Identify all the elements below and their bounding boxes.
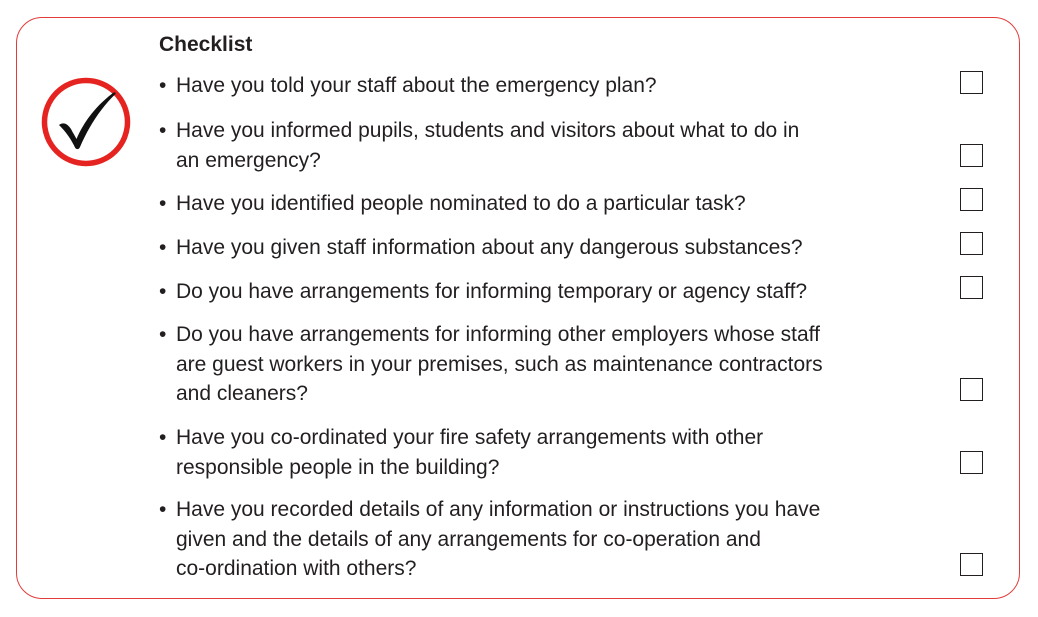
- checklist-item: [159, 277, 919, 307]
- checklist-item-text: Have you identified people nominated to do a particular task?: [176, 192, 746, 215]
- checklist-checkbox-2[interactable]: [960, 144, 983, 167]
- checkmark-circle-icon: [40, 76, 132, 168]
- bullet-marker: •: [159, 74, 167, 97]
- checklist-item: [159, 233, 919, 263]
- checklist-title: Checklist: [159, 33, 253, 56]
- checklist-item-text: Do you have arrangements for informing temporary or agency staff?: [176, 280, 808, 303]
- checklist-checkbox-5[interactable]: [960, 276, 983, 299]
- bullet-marker: •: [159, 280, 167, 303]
- checklist-checkbox-4[interactable]: [960, 232, 983, 255]
- checklist-item-text: Have you given staff information about any dangerous substances?: [176, 236, 803, 259]
- bullet-marker: •: [159, 119, 167, 142]
- checklist-item: [159, 71, 919, 101]
- checklist-item-text: Do you have arrangements for informing other employers whose staff are guest workers in your premises, such as maintenance contractors and cleaners?: [176, 323, 823, 405]
- bullet-marker: •: [159, 236, 167, 259]
- checklist-item-text: Have you told your staff about the emergency plan?: [176, 74, 657, 97]
- checklist-item: [159, 495, 919, 584]
- checklist-checkbox-7[interactable]: [960, 451, 983, 474]
- checklist-item: [159, 423, 919, 482]
- bullet-marker: •: [159, 498, 167, 521]
- checklist-checkbox-8[interactable]: [960, 553, 983, 576]
- checklist-item-text: Have you co-ordinated your fire safety arrangements with other responsible people in the building?: [176, 426, 764, 479]
- checklist-item: [159, 320, 919, 409]
- bullet-marker: •: [159, 192, 167, 215]
- bullet-marker: •: [159, 323, 167, 346]
- checklist-checkbox-1[interactable]: [960, 71, 983, 94]
- bullet-marker: •: [159, 426, 167, 449]
- checklist-item-text: Have you recorded details of any information or instructions you have given and the details of any arrangements for co-operation and co-ordination with others?: [176, 498, 821, 580]
- checklist-checkbox-6[interactable]: [960, 378, 983, 401]
- checklist-item-text: Have you informed pupils, students and visitors about what to do in an emergency?: [176, 119, 800, 172]
- checklist-item: [159, 116, 919, 175]
- checklist-checkbox-3[interactable]: [960, 188, 983, 211]
- checklist-item: [159, 189, 919, 219]
